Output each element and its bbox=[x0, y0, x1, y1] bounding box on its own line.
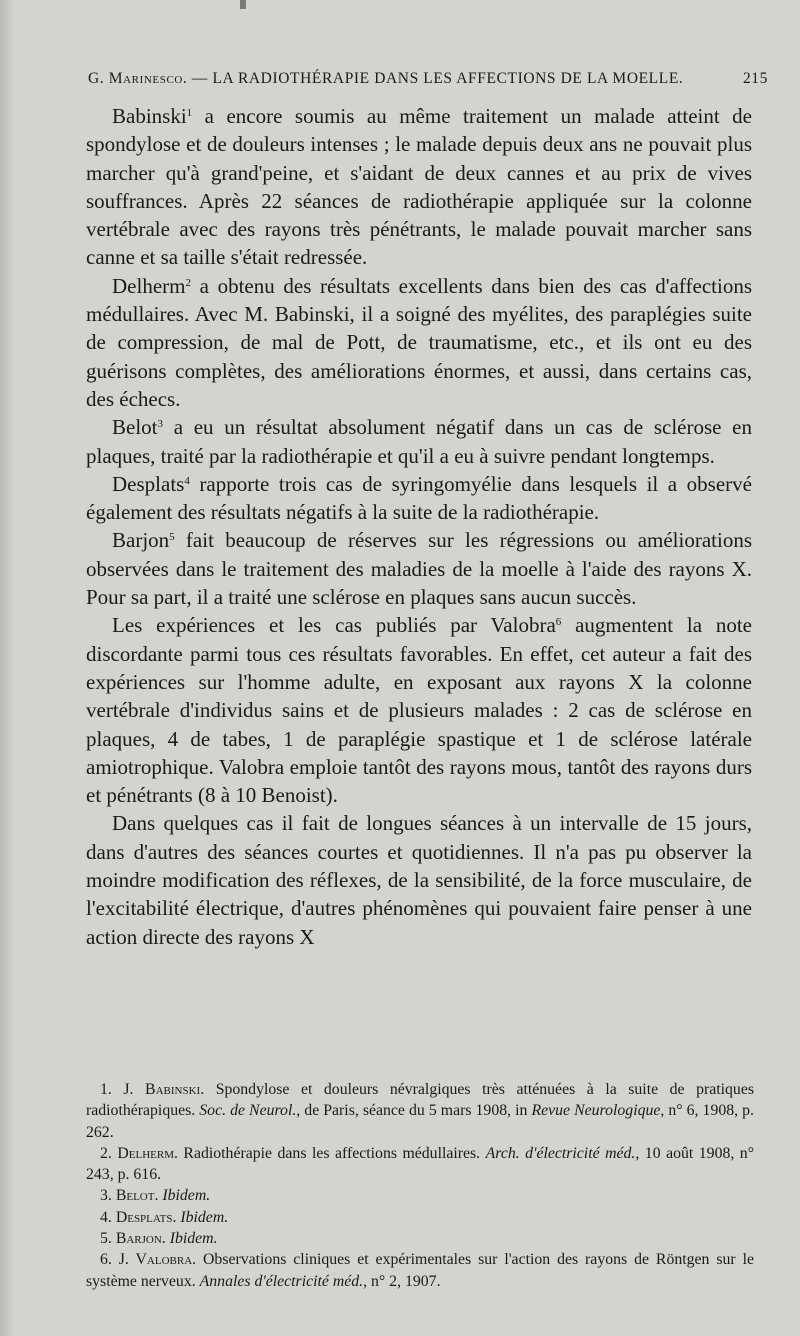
paragraph: Delherm$^2$ a obtenu des résultats excellents dans bien des cas d'affections médullaires. Avec M. Babinski, il a soigné des myélites, des paraplégies suite de compression, de mal de Pott, de traumatisme, etc., et ils ont eu des guérisons complètes, des améliorations énormes, et aussi, dans certains cas, des échecs. bbox=[86, 273, 752, 411]
paragraph: Desplats$^4$ rapporte trois cas de syringomyélie dans lesquels il a observé également des résultats négatifs à la suite de la radiothérapie. bbox=[86, 471, 752, 525]
footnote: 6. J. Valobra. Observations cliniques et expérimentales sur l'action des rayons de Röntgen sur le système nerveux. Annales d'électricité méd., n° 2, 1907. bbox=[86, 1251, 754, 1290]
header-title: — LA RADIOTHÉRAPIE DANS LES AFFECTIONS DE LA MOELLE. bbox=[191, 70, 684, 87]
print-speck bbox=[240, 0, 246, 9]
footnote-ref: 5 bbox=[169, 531, 175, 544]
body-text bbox=[86, 102, 752, 951]
footnote: 2. Delherm. Radiothérapie dans les affections médullaires. Arch. d'électricité méd., 10 août 1908, n° 243, p. 616. bbox=[86, 1144, 755, 1184]
paragraph: Belot$^3$ a eu un résultat absolument négatif dans un cas de sclérose en plaques, traité par la radiothérapie et qu'il a eu à suivre pendant longtemps. bbox=[86, 415, 752, 468]
footnote: 4. Desplats. Ibidem. bbox=[100, 1208, 229, 1226]
footnote: 3. Belot. Ibidem. bbox=[100, 1187, 211, 1205]
paragraph: Dans quelques cas il fait de longues séances à un intervalle de 15 jours, dans d'autres des séances courtes et quotidiennes. Il n'a pas pu observer la moindre modification des réflexes, de la sensibilité, de la force musculaire, de l'excitabilité électrique, d'autres phénomènes qui pouvaient faire penser à une action directe des rayons X bbox=[86, 811, 752, 949]
footnote-ref: 3 bbox=[157, 418, 163, 431]
header-author: G. Marinesco. bbox=[88, 70, 188, 87]
running-header bbox=[88, 70, 768, 88]
footnote: 1. J. Babinski. Spondylose et douleurs névralgiques très atténuées à la suite de pratiques radiothérapiques. Soc. de Neurol., de Paris, séance du 5 mars 1908, in Revue Neurologique, n° 6, 1908, p. 262. bbox=[86, 1081, 754, 1141]
footnote-ref: 2 bbox=[185, 276, 191, 289]
paragraph: Barjon$^5$ fait beaucoup de réserves sur les régressions ou améliorations observées dans le traitement des maladies de la moelle à l'aide des rayons X. Pour sa part, il a traité une sclérose en plaques sans aucun succès. bbox=[86, 528, 752, 610]
paragraph: Babinski$^1$ a encore soumis au même traitement un malade atteint de spondylose et de douleurs intenses ; le malade depuis deux ans ne pouvait plus marcher qu'à grand'peine, et s'aidant de deux cannes et au prix de vives souffrances. Après 22 séances de radiothérapie appliquée sur la colonne vertébrale avec des rayons très pénétrants, le malade pouvait marcher sans canne et sa taille s'était redressée. bbox=[86, 104, 752, 270]
footnote: 5. Barjon. Ibidem. bbox=[100, 1230, 218, 1248]
footnote-ref: 1 bbox=[186, 107, 193, 119]
page-number: 215 bbox=[742, 70, 768, 87]
footnote-ref: 4 bbox=[184, 474, 190, 487]
footnotes bbox=[86, 1079, 754, 1292]
paragraph: Les expériences et les cas publiés par Valobra$^6$ augmentent la note discordante parmi tous ces résultats favorables. En effet, cet auteur a fait des expériences sur l'homme adulte, en exposant aux rayons X la colonne vertébrale d'individus sains et de plusieurs malades : 2 cas de sclérose en plaques, 4 de tabes, 1 de paraplégie spastique et 1 de sclérose latérale amiotrophique. Valobra emploie tantôt des rayons mous, tantôt des rayons durs et pénétrants (8 à 10 Benoist). bbox=[86, 613, 752, 808]
footnote-ref: 6 bbox=[555, 616, 562, 629]
